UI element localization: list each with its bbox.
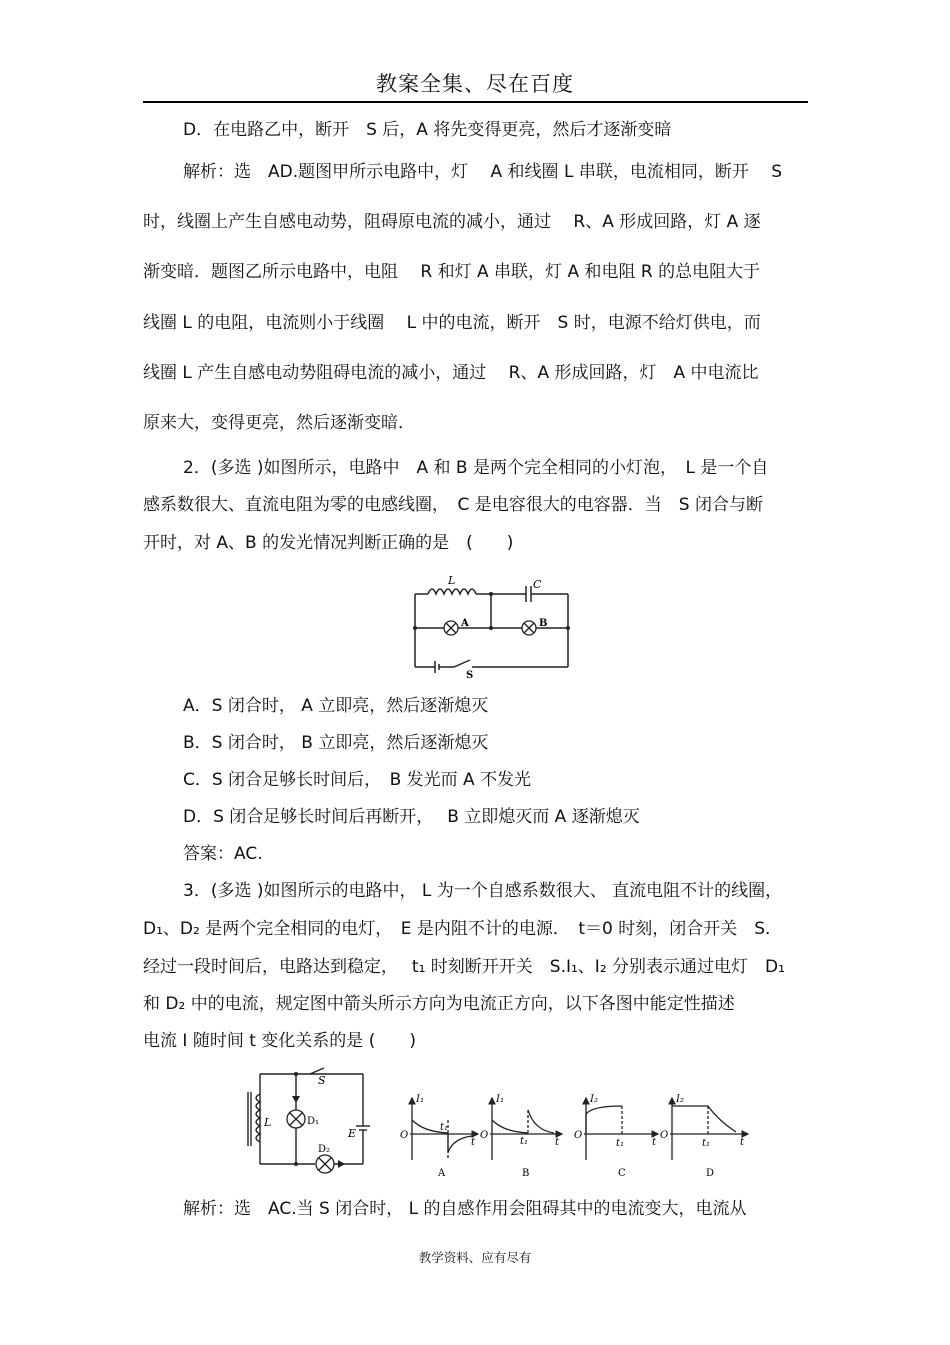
label-D1: D₁ bbox=[307, 1116, 320, 1127]
label-S: S bbox=[318, 1074, 326, 1087]
text-line: 电流 I 随时间 t 变化关系的是 ( ) bbox=[143, 1031, 416, 1051]
graph-A-t: t bbox=[471, 1137, 476, 1148]
graph-B-ylabel: I₁ bbox=[496, 1094, 504, 1105]
graph-B-t1: t₁ bbox=[520, 1136, 529, 1147]
lamp-A bbox=[444, 621, 458, 635]
lamp-B bbox=[522, 621, 536, 635]
text-line: 渐变暗．题图乙所示电路中，电阻 R 和灯 A 串联，灯 A 和电阻 R 的总电阻大于 bbox=[143, 262, 761, 282]
label-L: L bbox=[264, 1116, 272, 1129]
graph-D bbox=[670, 1098, 748, 1160]
header-rule bbox=[143, 101, 808, 103]
text-line: 开时，对 A、B 的发光情况判断正确的是 ( ) bbox=[143, 533, 514, 553]
graph-C-t1: t₁ bbox=[616, 1138, 625, 1149]
graph-C bbox=[584, 1098, 658, 1160]
text-line: B．S 闭合时， B 立即亮，然后逐渐熄灭 bbox=[183, 733, 489, 753]
label-C: C bbox=[533, 578, 542, 591]
graph-B-t: t bbox=[555, 1137, 560, 1148]
graph-C-origin: O bbox=[574, 1130, 583, 1141]
text-line: 解析：选 AC.当 S 闭合时， L 的自感作用会阻碍其中的电流变大，电流从 bbox=[183, 1199, 747, 1219]
text-line: 3．(多选 )如图所示的电路中， L 为一个自感系数很大、 直流电阻不计的线圈， bbox=[183, 881, 783, 901]
current-graphs bbox=[396, 1090, 752, 1180]
graph-A-ylabel: I₁ bbox=[416, 1094, 424, 1105]
text-line: 线圈 L 产生自感电动势阻碍电流的减小，通过 R、A 形成回路，灯 A 中电流比 bbox=[143, 363, 759, 383]
graph-A-caption: A bbox=[438, 1168, 446, 1179]
graph-C-caption: C bbox=[618, 1168, 626, 1179]
graph-C-ylabel: I₂ bbox=[590, 1094, 598, 1105]
page-footer: 教学资料、应有尽有 bbox=[418, 1250, 532, 1265]
label-D2: D₂ bbox=[318, 1144, 331, 1155]
graph-D-caption: D bbox=[706, 1168, 715, 1179]
label-S: S bbox=[466, 670, 474, 680]
text-line: C．S 闭合足够长时间后， B 发光而 A 不发光 bbox=[183, 770, 532, 790]
text-line: 感系数很大、直流电阻为零的电感线圈， C 是电容很大的电容器．当 S 闭合与断 bbox=[143, 495, 763, 515]
circuit-figure-2 bbox=[240, 1066, 380, 1178]
text-line: D．S 闭合足够长时间后再断开， B 立即熄灭而 A 逐渐熄灭 bbox=[183, 807, 640, 827]
text-line: 经过一段时间后，电路达到稳定， t₁ 时刻断开开关 S.I₁、I₂ 分别表示通过电灯 D₁ bbox=[143, 957, 785, 977]
text-line: 线圈 L 的电阻，电流则小于线圈 L 中的电流，断开 S 时，电源不给灯供电，而 bbox=[143, 313, 761, 333]
text-line: D．在电路乙中，断开 S 后，A 将先变得更亮，然后才逐渐变暗 bbox=[183, 120, 672, 140]
circuit-figure-1 bbox=[408, 572, 576, 680]
text-line: 解析：选 AD.题图甲所示电路中，灯 A 和线圈 L 串联，电流相同，断开 S bbox=[183, 162, 783, 182]
text-line: 答案：AC. bbox=[183, 844, 263, 864]
graph-B-caption: B bbox=[522, 1168, 530, 1179]
graph-B-origin: O bbox=[480, 1130, 489, 1141]
text-line: 原来大，变得更亮，然后逐渐变暗． bbox=[143, 413, 415, 433]
graph-D-t1: t₁ bbox=[702, 1138, 711, 1149]
text-line: 时，线圈上产生自感电动势，阻碍原电流的减小，通过 R、A 形成回路，灯 A 逐 bbox=[143, 212, 761, 232]
graph-D-ylabel: I₂ bbox=[676, 1094, 684, 1105]
graph-D-origin: O bbox=[660, 1130, 669, 1141]
label-E: E bbox=[348, 1127, 357, 1140]
text-line: 和 D₂ 中的电流，规定图中箭头所示方向为电流正方向，以下各图中能定性描述 bbox=[143, 994, 735, 1014]
label-A: A bbox=[461, 618, 469, 629]
text-line: A．S 闭合时， A 立即亮，然后逐渐熄灭 bbox=[183, 696, 489, 716]
graph-A-t1: t₁ bbox=[440, 1122, 449, 1133]
graph-A-origin: O bbox=[400, 1130, 409, 1141]
label-B: B bbox=[539, 618, 548, 629]
graph-D-t: t bbox=[740, 1137, 745, 1148]
label-L: L bbox=[448, 574, 456, 587]
graph-B bbox=[490, 1098, 562, 1160]
page-header: 教案全集、尽在百度 bbox=[376, 72, 574, 96]
graph-C-t: t bbox=[652, 1137, 657, 1148]
text-line: 2．(多选 )如图所示，电路中 A 和 B 是两个完全相同的小灯泡， L 是一个自 bbox=[183, 458, 769, 478]
text-line: D₁、D₂ 是两个完全相同的电灯， E 是内阻不计的电源． t＝0 时刻，闭合开关 S. bbox=[143, 919, 771, 939]
